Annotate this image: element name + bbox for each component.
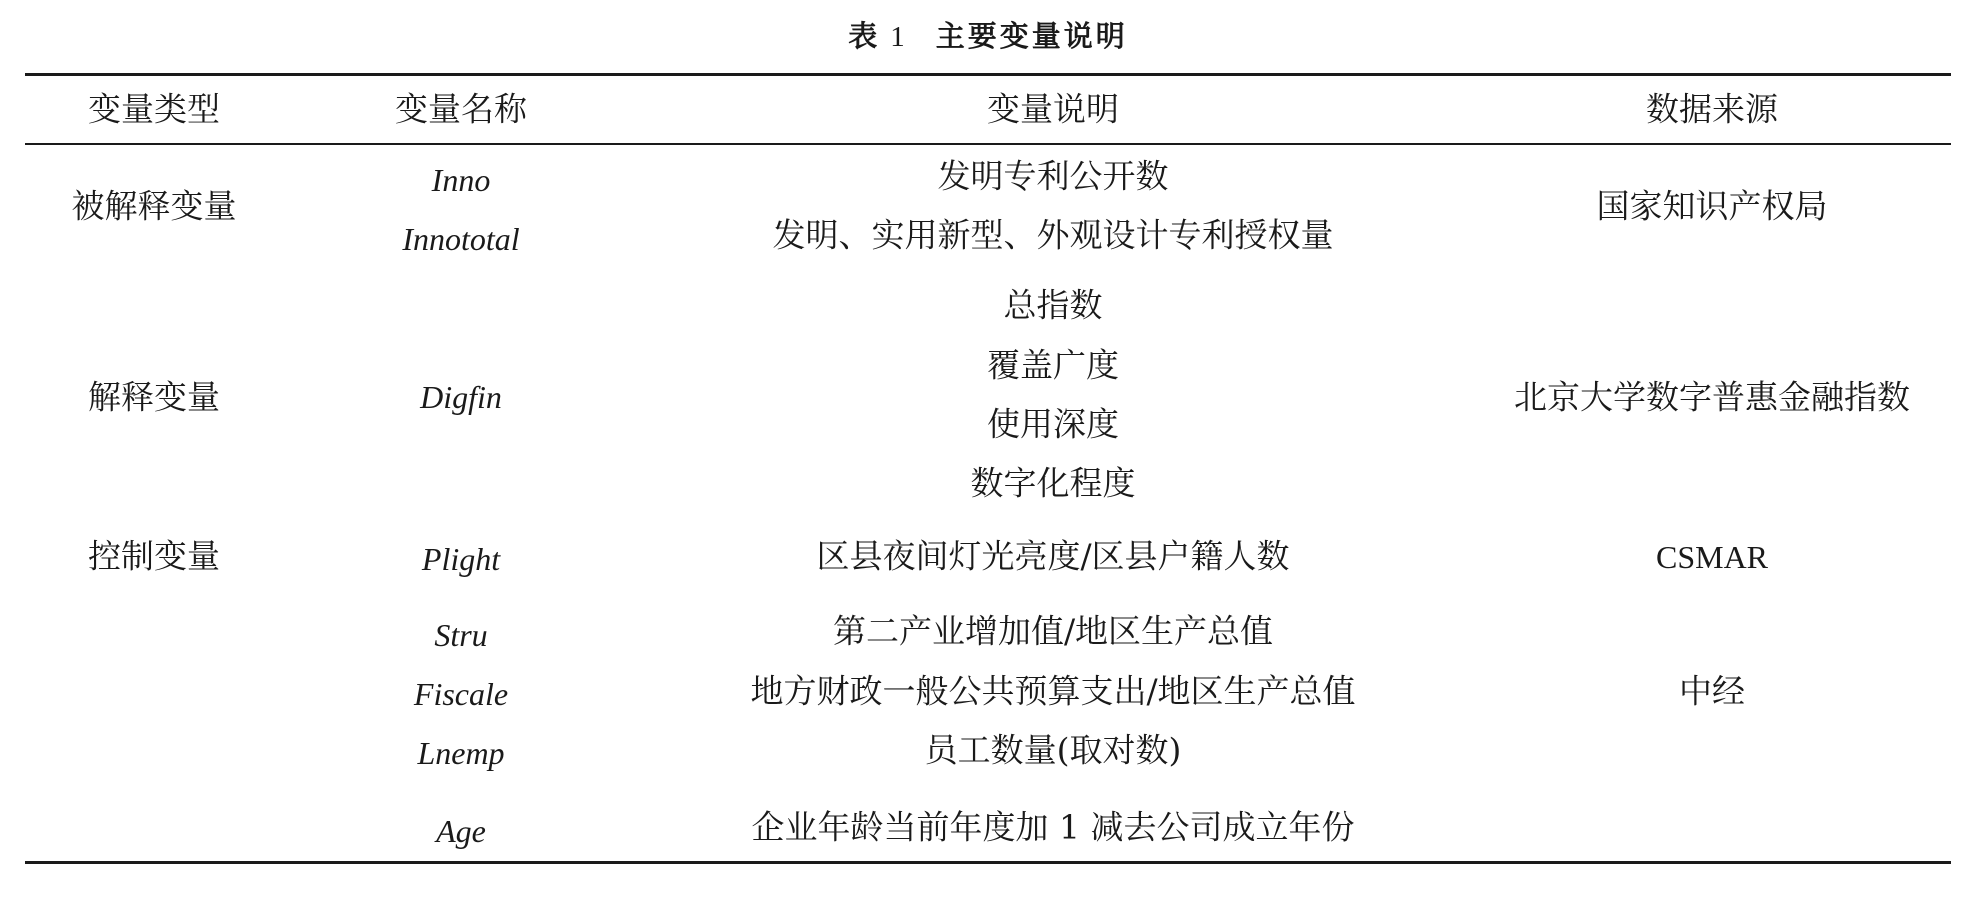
type-control: 控制变量 [88, 536, 220, 576]
table-header-rule [25, 143, 1951, 145]
desc-stru: 第二产业增加值/地区生产总值 [832, 611, 1274, 651]
name-fiscale: Fiscale [413, 676, 509, 712]
name-age: Age [436, 813, 486, 849]
desc-digfin-coverage: 覆盖广度 [987, 345, 1119, 385]
name-innototal: Innototal [402, 221, 520, 257]
header-variable-type: 变量类型 [88, 89, 220, 129]
name-stru: Stru [434, 617, 488, 653]
table-caption [0, 14, 1976, 55]
desc-fiscale: 地方财政一般公共预算支出/地区生产总值 [750, 671, 1356, 711]
table-top-rule [25, 73, 1951, 76]
source-zhongjing: 中经 [1679, 671, 1745, 711]
desc-digfin-depth: 使用深度 [987, 404, 1119, 444]
name-digfin: Digfin [420, 379, 502, 415]
caption-number: 1 [890, 21, 908, 53]
source-csmar: CSMAR [1655, 539, 1769, 575]
caption-label: 表 [848, 19, 881, 53]
name-plight: Plight [421, 541, 501, 577]
desc-innototal: 发明、实用新型、外观设计专利授权量 [772, 215, 1334, 255]
name-lnemp: Lnemp [417, 735, 505, 771]
name-inno: Inno [431, 162, 491, 198]
desc-lnemp: 员工数量(取对数) [924, 730, 1182, 770]
desc-plight: 区县夜间灯光亮度/区县户籍人数 [816, 536, 1290, 576]
source-cnipa: 国家知识产权局 [1596, 186, 1828, 226]
desc-age: 企业年龄当前年度加 1 减去公司成立年份 [751, 807, 1355, 847]
caption-title: 主要变量说明 [935, 19, 1128, 53]
header-variable-description: 变量说明 [987, 89, 1119, 129]
desc-digfin-digital: 数字化程度 [970, 463, 1136, 503]
type-explanatory: 解释变量 [88, 377, 220, 417]
table-bottom-rule [25, 861, 1951, 864]
desc-digfin-total: 总指数 [1003, 285, 1103, 325]
header-variable-name: 变量名称 [395, 89, 527, 129]
header-data-source: 数据来源 [1646, 89, 1778, 129]
type-explained: 被解释变量 [71, 186, 237, 226]
source-pku-index: 北京大学数字普惠金融指数 [1514, 377, 1910, 417]
desc-inno: 发明专利公开数 [937, 156, 1169, 196]
